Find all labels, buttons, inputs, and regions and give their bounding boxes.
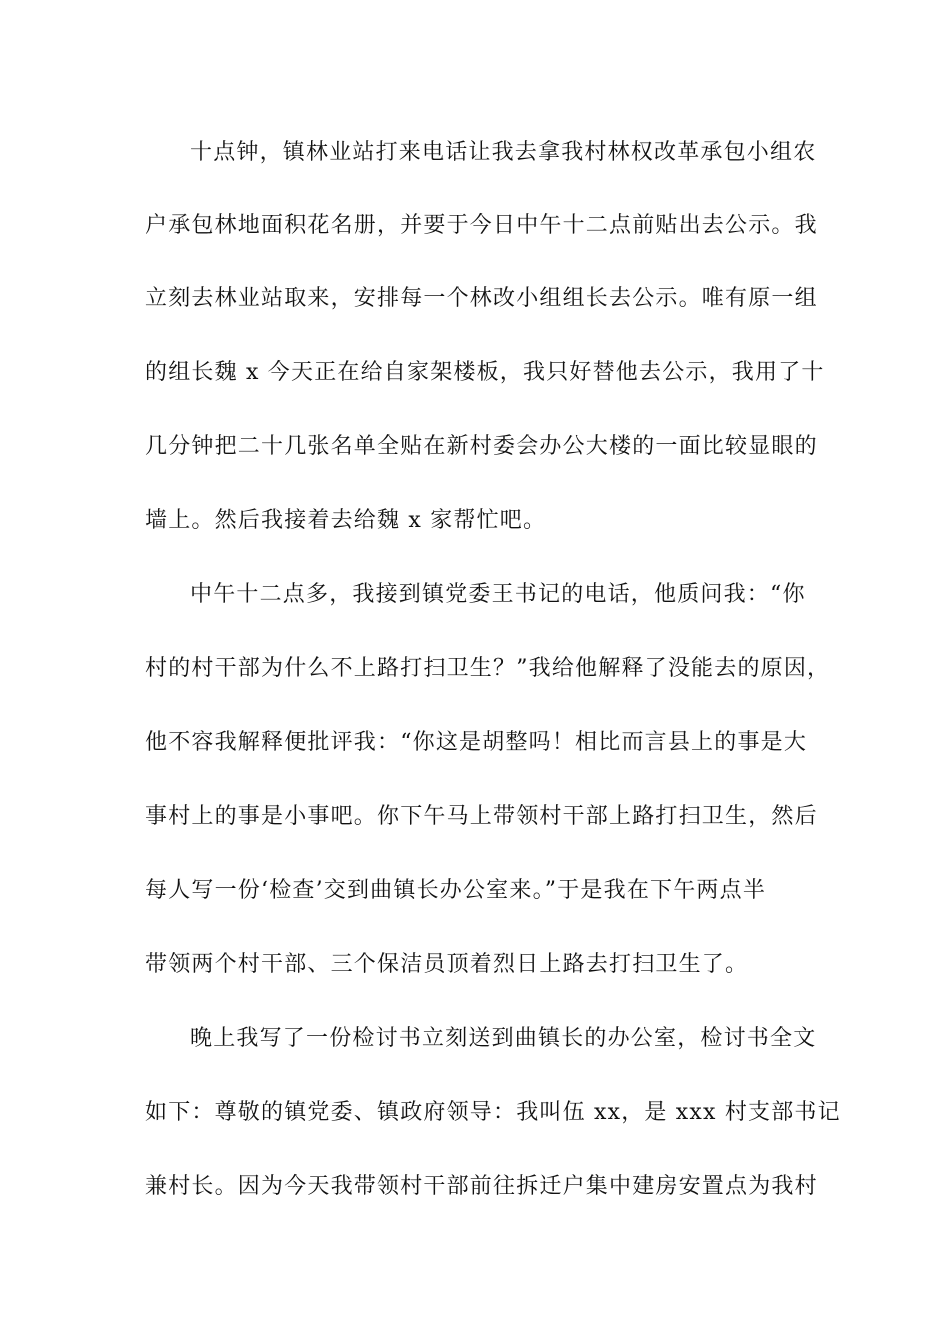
paragraph-3-line-2: 如下：尊敬的镇党委、镇政府领导：我叫伍 xx，是 xxx 村支部书记	[145, 1100, 841, 1125]
paragraph-1-line-5: 几分钟把二十几张名单全贴在新村委会办公大楼的一面比较显眼的	[145, 434, 818, 459]
paragraph-2-line-3: 他不容我解释便批评我：“你这是胡整吗！相比而言县上的事是大	[145, 730, 808, 755]
paragraph-1-line-4: 的组长魏 x 今天正在给自家架楼板，我只好替他去公示，我用了十	[145, 360, 825, 385]
paragraph-1-line-2: 户承包林地面积花名册，并要于今日中午十二点前贴出去公示。我	[145, 213, 818, 238]
paragraph-2-line-5: 每人写一份‘检查’交到曲镇长办公室来。”于是我在下午两点半	[145, 878, 767, 903]
paragraph-1-line-1: 十点钟，镇林业站打来电话让我去拿我村林权改革承包小组农	[190, 140, 817, 165]
paragraph-2-line-4: 事村上的事是小事吧。你下午马上带领村干部上路打扫卫生，然后	[145, 804, 818, 829]
paragraph-2-line-1: 中午十二点多，我接到镇党委王书记的电话，他质问我：“你	[190, 582, 806, 607]
paragraph-2-line-2: 村的村干部为什么不上路打扫卫生？”我给他解释了没能去的原因，	[145, 656, 831, 681]
paragraph-3-line-3: 兼村长。因为今天我带领村干部前往拆迁户集中建房安置点为我村	[145, 1174, 818, 1199]
paragraph-1-line-6: 墙上。然后我接着去给魏 x 家帮忙吧。	[145, 508, 547, 533]
paragraph-3-line-1: 晚上我写了一份检讨书立刻送到曲镇长的办公室，检讨书全文	[190, 1026, 817, 1051]
paragraph-1-line-3: 立刻去林业站取来，安排每一个林改小组组长去公示。唯有原一组	[145, 286, 818, 311]
paragraph-2-line-6: 带领两个村干部、三个保洁员顶着烈日上路去打扫卫生了。	[145, 952, 749, 977]
